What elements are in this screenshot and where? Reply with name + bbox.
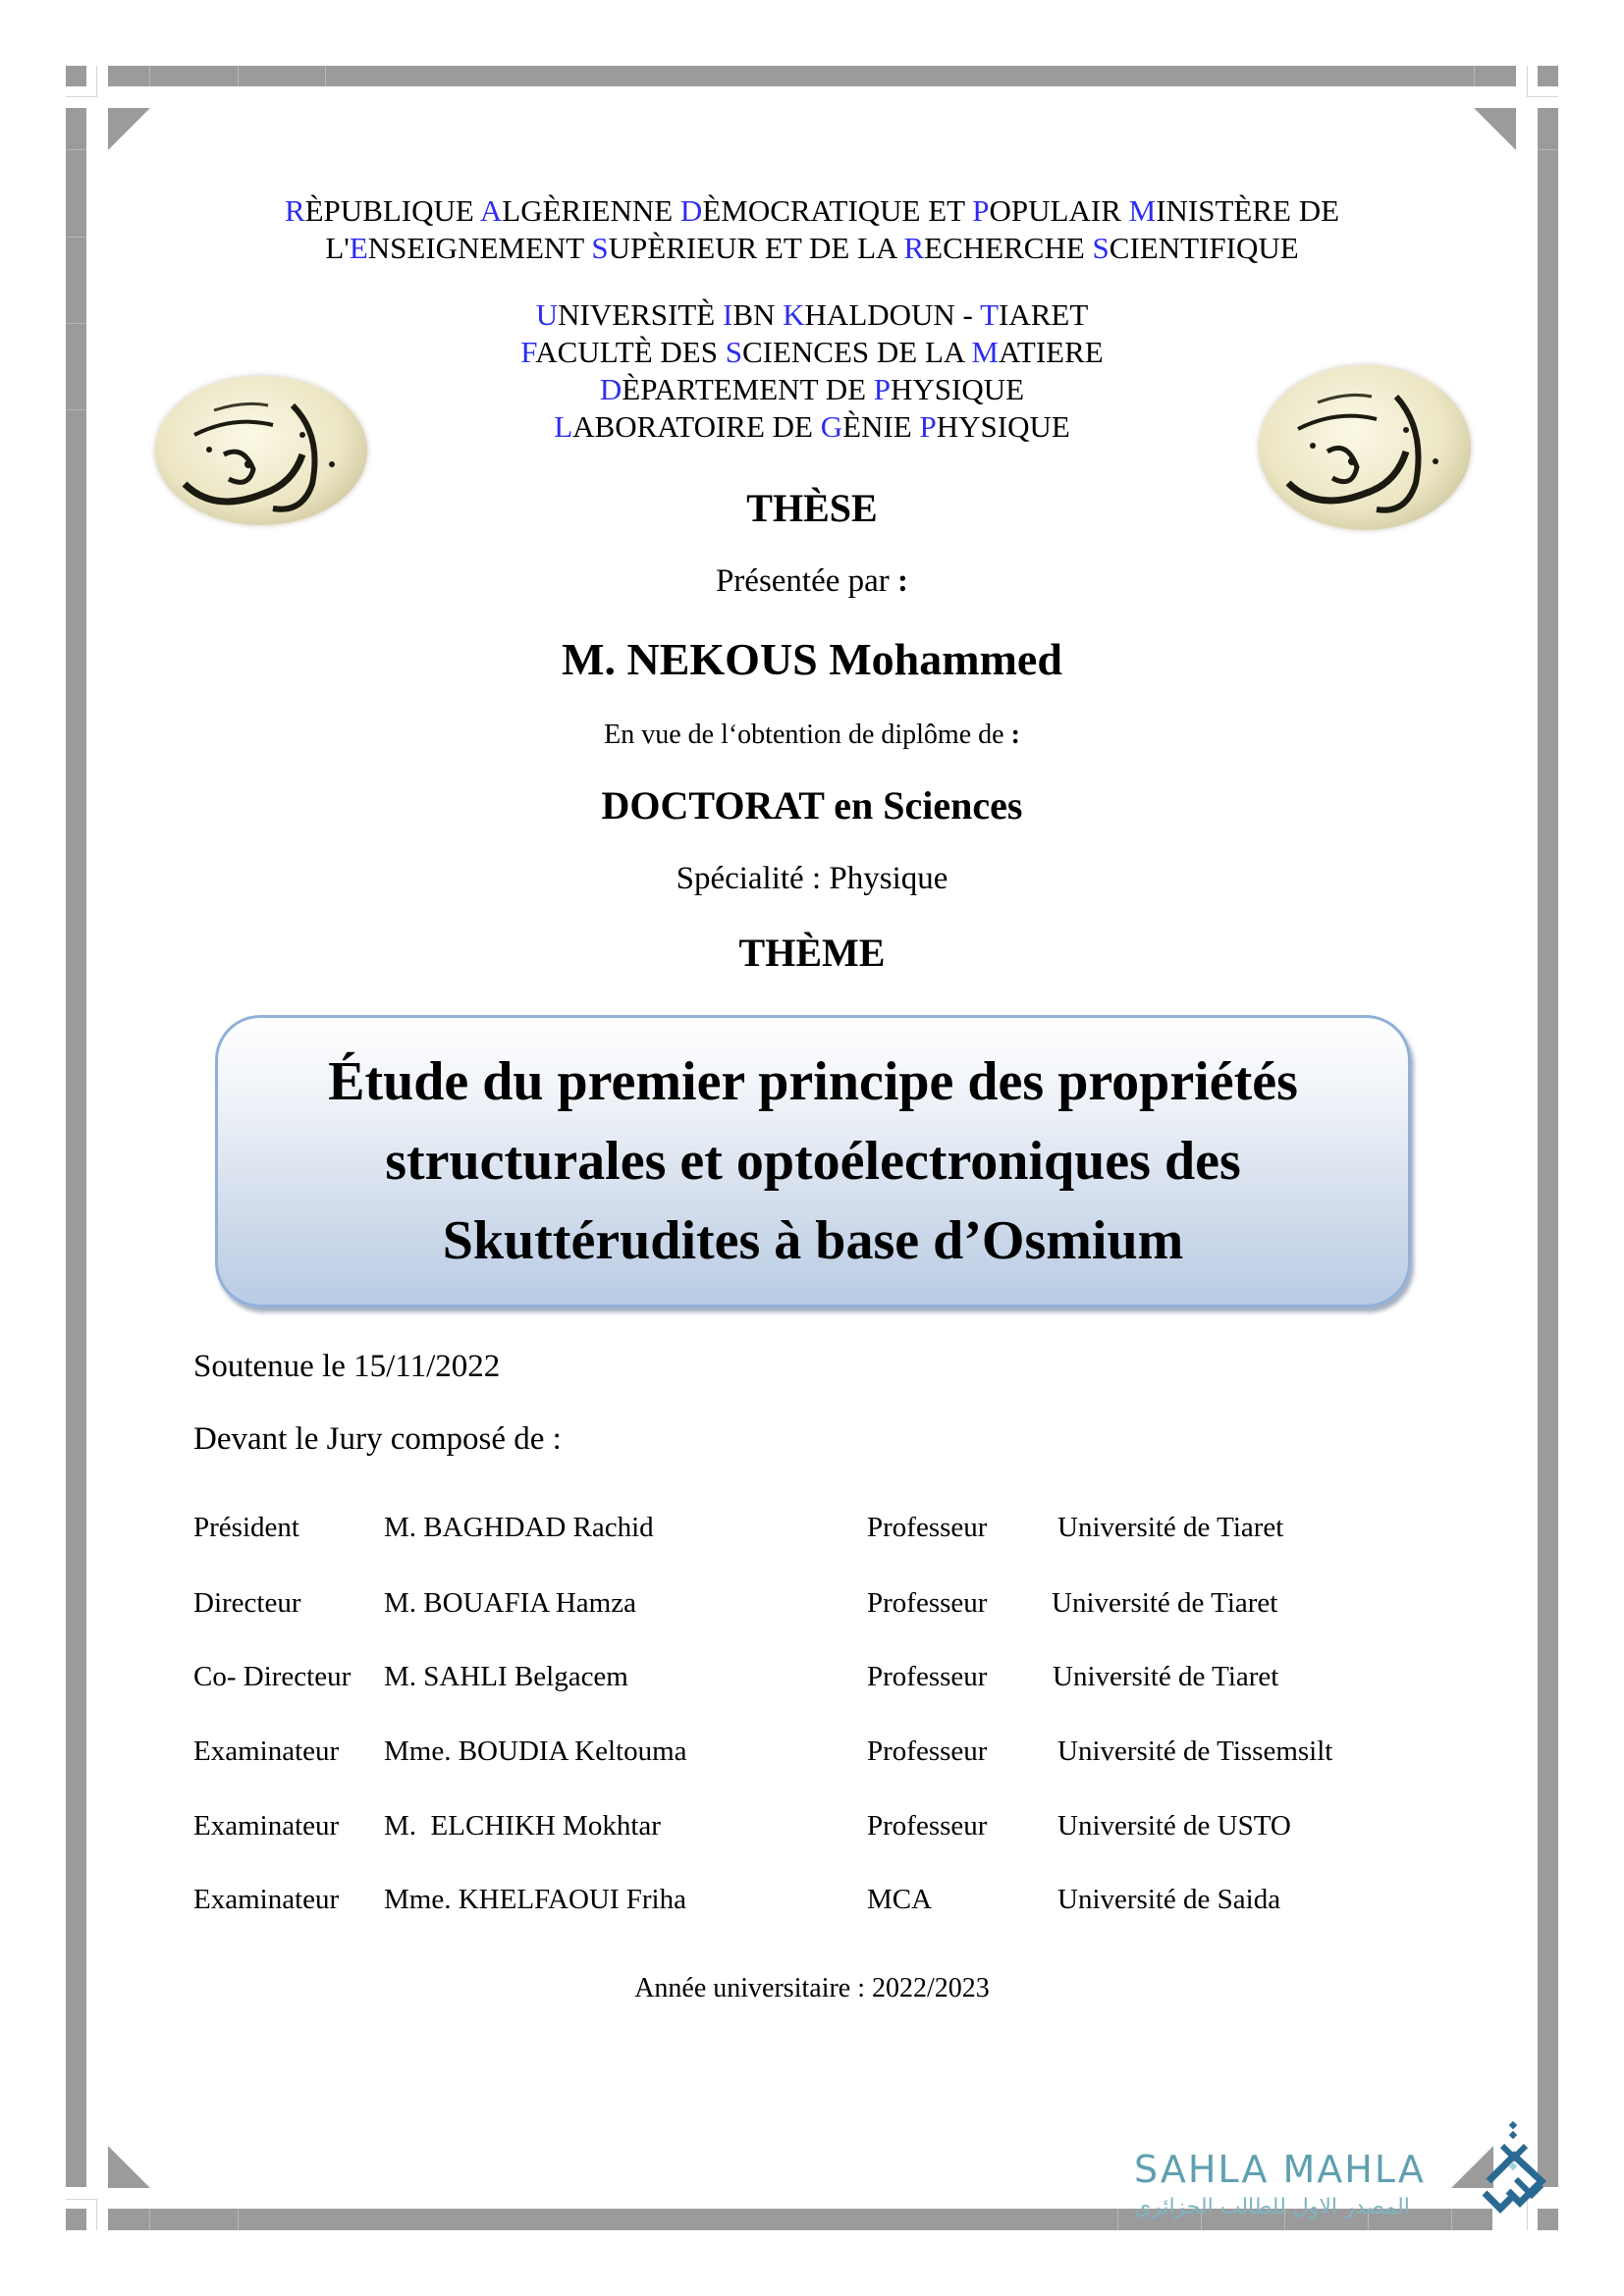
header-word: ÈPARTEMENT DE bbox=[622, 372, 874, 406]
jury-intro: Devant le Jury composé de : bbox=[193, 1421, 562, 1457]
frame-corner-line bbox=[96, 2199, 97, 2230]
header-word: L' bbox=[325, 231, 350, 265]
header-initial-cap: A bbox=[479, 193, 503, 228]
jury-institution: Université de USTO bbox=[1057, 1810, 1291, 1842]
header-initial-cap: S bbox=[725, 335, 742, 369]
header-word: ÈPUBLIQUE bbox=[304, 193, 480, 228]
header-word: HALDOUN - bbox=[804, 297, 981, 332]
header-initial-cap: P bbox=[919, 409, 937, 444]
header-word: ÈMOCRATIQUE ET bbox=[702, 193, 973, 228]
thesis-title bbox=[328, 1042, 1298, 1281]
jury-name: Mme. BOUDIA Keltouma bbox=[384, 1735, 687, 1767]
thesis-title-line: Étude du premier principe des propriétés bbox=[328, 1050, 1298, 1112]
header-initial-cap: S bbox=[1092, 231, 1110, 265]
header-word: INISTÈRE DE bbox=[1156, 193, 1340, 228]
header-word: ATIERE bbox=[998, 335, 1104, 369]
header-word: CIENCES DE LA bbox=[741, 335, 972, 369]
degree-intro-colon: : bbox=[1010, 720, 1020, 750]
header-initial-cap: U bbox=[535, 297, 559, 332]
header-word: ÈNIE bbox=[842, 409, 920, 444]
jury-institution: Université de Tiaret bbox=[1053, 1661, 1279, 1692]
jury-name: M. BOUAFIA Hamza bbox=[384, 1587, 636, 1619]
jury-grade: Professeur bbox=[867, 1810, 988, 1842]
speciality: Spécialité : Physique bbox=[676, 861, 948, 896]
header-word: HYSIQUE bbox=[891, 372, 1025, 406]
watermark-brand: SAHLA MAHLA bbox=[1134, 2148, 1426, 2191]
header-initial-cap: K bbox=[783, 297, 805, 332]
header-word: BN bbox=[732, 297, 784, 332]
jury-row bbox=[193, 1735, 1470, 1775]
thesis-title-box bbox=[215, 1015, 1411, 1308]
header-initial-cap: S bbox=[591, 231, 609, 265]
frame-triangle-top-left bbox=[108, 108, 150, 150]
jury-row bbox=[193, 1661, 1470, 1700]
header-initial-cap: F bbox=[520, 335, 536, 369]
jury-name: M. BAGHDAD Rachid bbox=[384, 1512, 654, 1543]
header-initial-cap: T bbox=[980, 297, 1000, 332]
header-word: IARET bbox=[999, 297, 1089, 332]
frame-triangle-top-right bbox=[1474, 108, 1516, 150]
jury-institution: Université de Saida bbox=[1057, 1884, 1281, 1915]
jury-row bbox=[193, 1512, 1470, 1551]
jury-grade: MCA bbox=[867, 1884, 933, 1915]
thesis-type-label: THÈSE bbox=[746, 486, 878, 530]
header-word: LGÈRIENNE bbox=[502, 193, 680, 228]
thesis-title-line: structurales et optoélectroniques des bbox=[385, 1130, 1241, 1192]
author-name: M. NEKOUS Mohammed bbox=[562, 634, 1062, 684]
degree-intro bbox=[0, 720, 1624, 751]
header-initial-cap: G bbox=[820, 409, 843, 444]
sahla-mahla-logo-icon bbox=[1481, 2120, 1549, 2216]
frame-corner-line bbox=[66, 2199, 97, 2200]
header-initial-cap: M bbox=[971, 335, 999, 369]
theme-label: THÈME bbox=[738, 931, 886, 975]
header-word: HYSIQUE bbox=[936, 409, 1070, 444]
academic-year: Année universitaire : 2022/2023 bbox=[634, 1973, 990, 2003]
header-initial-cap: E bbox=[349, 231, 368, 265]
jury-row bbox=[193, 1587, 1470, 1627]
jury-role: Directeur bbox=[193, 1587, 301, 1619]
frame-triangle-bottom-left bbox=[108, 2146, 150, 2188]
header-word: UPÈRIEUR ET DE LA bbox=[608, 231, 904, 265]
frame-corner-line bbox=[66, 96, 97, 97]
jury-role: Examinateur bbox=[193, 1884, 340, 1915]
jury-institution: Université de Tissemsilt bbox=[1057, 1735, 1333, 1767]
header-initial-cap: R bbox=[903, 231, 925, 265]
header-initial-cap: I bbox=[723, 297, 733, 332]
header-initial-cap: D bbox=[599, 372, 623, 406]
frame-bar-top bbox=[108, 66, 1516, 86]
jury-role: Co- Directeur bbox=[193, 1661, 352, 1692]
presented-by-label: Présentée par bbox=[715, 563, 898, 599]
jury-institution: Université de Tiaret bbox=[1052, 1587, 1278, 1619]
jury-role: Examinateur bbox=[193, 1810, 340, 1842]
jury-institution: Université de Tiaret bbox=[1057, 1512, 1284, 1543]
header-word: ACULTÈ DES bbox=[535, 335, 726, 369]
frame-corner-line bbox=[1527, 66, 1528, 97]
jury-row bbox=[193, 1810, 1470, 1849]
header-word: NSEIGNEMENT bbox=[367, 231, 592, 265]
jury-role: Examinateur bbox=[193, 1735, 340, 1767]
header-word: OPULAIR bbox=[989, 193, 1129, 228]
defense-date: Soutenue le 15/11/2022 bbox=[193, 1349, 501, 1384]
header-word: ECHERCHE bbox=[924, 231, 1093, 265]
header-line-3 bbox=[0, 296, 1624, 334]
ministry-header bbox=[0, 192, 1624, 267]
thesis-title-line: Skuttérudites à base d’Osmium bbox=[442, 1209, 1184, 1271]
jury-role: Président bbox=[193, 1512, 299, 1543]
header-line-1 bbox=[0, 192, 1624, 230]
jury-grade: Professeur bbox=[867, 1735, 988, 1767]
jury-name: M. SAHLI Belgacem bbox=[384, 1661, 628, 1692]
header-initial-cap: L bbox=[554, 409, 573, 444]
jury-name: Mme. KHELFAOUI Friha bbox=[384, 1884, 686, 1915]
degree-intro-label: En vue de l‘obtention de diplôme de bbox=[604, 720, 1011, 750]
header-initial-cap: P bbox=[972, 193, 990, 228]
jury-grade: Professeur bbox=[867, 1661, 988, 1692]
header-word: ABORATOIRE DE bbox=[572, 409, 821, 444]
frame-corner-line bbox=[96, 66, 97, 97]
presented-by-colon: : bbox=[897, 563, 909, 599]
frame-corner-top-left bbox=[66, 66, 86, 86]
jury-name: M. ELCHIKH Mokhtar bbox=[384, 1810, 661, 1842]
header-initial-cap: R bbox=[284, 193, 305, 228]
watermark-tagline: المصدر الاول للطالب الجزائري bbox=[1134, 2195, 1410, 2219]
presented-by bbox=[0, 563, 1624, 600]
header-initial-cap: D bbox=[679, 193, 703, 228]
jury-grade: Professeur bbox=[867, 1512, 988, 1543]
header-word: NIVERSITÈ bbox=[558, 297, 723, 332]
jury-row bbox=[193, 1884, 1470, 1923]
frame-corner-top-right bbox=[1538, 66, 1558, 86]
jury-grade: Professeur bbox=[867, 1587, 988, 1619]
header-initial-cap: M bbox=[1128, 193, 1157, 228]
header-initial-cap: P bbox=[873, 372, 892, 406]
header-line-2 bbox=[0, 230, 1624, 267]
degree-name: DOCTORAT en Sciences bbox=[601, 783, 1023, 828]
frame-corner-bottom-left bbox=[66, 2209, 86, 2230]
frame-corner-line bbox=[1527, 96, 1558, 97]
header-word: CIENTIFIQUE bbox=[1109, 231, 1299, 265]
